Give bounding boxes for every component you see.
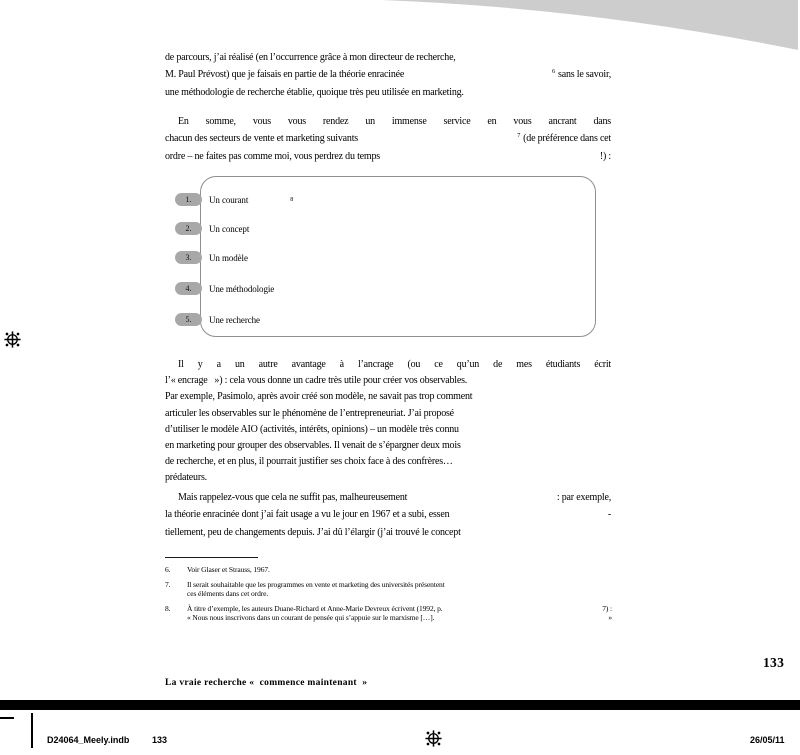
list-item — [185, 282, 275, 295]
line-text: de parcours, j’ai réalisé (en l’occurrence grâce à mon directeur de recherche, — [165, 52, 456, 63]
line-text: !) : — [599, 150, 611, 162]
text-line — [165, 524, 611, 541]
footnote-number: 8. — [165, 603, 171, 613]
indesign-file-page: 133 — [152, 735, 168, 745]
line-text: : par exemple, — [556, 492, 611, 503]
text-line — [165, 438, 611, 454]
list-item — [185, 313, 260, 326]
text-line — [187, 604, 612, 614]
list-item — [185, 251, 248, 264]
line-text: Il y a un autre avantage à l’ancrage (ou ce qu’un de mes étudiants écrit — [178, 359, 611, 370]
text-line: Voir Glaser et Strauss, 1967. — [187, 565, 270, 574]
text-line — [165, 84, 611, 101]
running-footer-title: La vraie recherche « commence maintenant » — [165, 678, 368, 688]
anchoring-list-box — [185, 176, 596, 337]
registration-mark-icon — [3, 330, 22, 349]
footnote-8 — [165, 604, 612, 623]
list-item-label: Un concept — [209, 223, 250, 234]
list-item-label: Un modèle — [209, 252, 248, 263]
text-line: Il serait souhaitable que les programmes en vente et marketing des universités présentent — [187, 579, 445, 589]
footnote-text — [187, 565, 612, 575]
line-text: d’utiliser le modèle AIO (activités, intérêts, opinions) – un modèle très connu — [165, 423, 459, 435]
footnote-text — [187, 580, 612, 599]
line-right: » — [608, 613, 612, 623]
list-number-pill — [175, 193, 202, 206]
text-line — [165, 422, 611, 438]
text-line — [165, 454, 611, 470]
text-line — [165, 389, 611, 405]
text-line — [165, 470, 611, 486]
footnote-7 — [165, 580, 612, 599]
line-text: M. Paul Prévost) que je faisais en partie de la théorie enracinée — [165, 69, 405, 81]
list-number: 5. — [185, 315, 192, 324]
text-line: ces éléments dans cet ordre. — [187, 589, 269, 599]
list-number-pill — [175, 222, 202, 235]
line-text: prédateurs. — [165, 472, 207, 484]
paragraph-3 — [165, 357, 611, 487]
page-number: 133 — [763, 655, 785, 670]
text-line — [187, 613, 612, 623]
list-item-label: Une méthodologie — [209, 283, 275, 294]
list-number: 2. — [185, 224, 192, 233]
list-number: 1. — [185, 195, 192, 204]
footnote-ref-6: 6 — [551, 68, 556, 76]
footnote-6 — [165, 565, 612, 575]
line-text: ordre – ne faites pas comme moi, vous perdrez du temps — [165, 150, 380, 162]
line-text: « Nous nous inscrivons dans un courant de pensée qui s’appuie sur le marxisme […]. — [187, 613, 435, 623]
text-line — [165, 148, 611, 165]
list-number-pill — [175, 313, 202, 326]
list-item — [185, 222, 250, 235]
footnote-number: 7. — [165, 579, 171, 589]
registration-mark-icon — [424, 729, 443, 748]
list-item-label: Une recherche — [209, 314, 260, 325]
text-line — [165, 113, 611, 130]
line-text: - — [607, 509, 611, 521]
line-text: En somme, vous vous rendez un immense service en vous ancrant dans — [178, 116, 611, 127]
footnote-text — [187, 604, 612, 623]
line-text: en marketing pour grouper des observables. Il venait de s’épargner deux mois — [165, 440, 461, 452]
line-right: 7) : — [602, 603, 612, 613]
printer-info-row — [0, 735, 800, 751]
line-text: l’« encrage ») : cela vous donne un cadre très utile pour créer vos observables. — [165, 375, 468, 387]
line-text: Par exemple, Pasimolo, après avoir créé son modèle, ne savait pas trop comment — [165, 391, 473, 403]
text-line — [165, 406, 611, 422]
paragraph-1 — [165, 49, 611, 101]
list-number: 3. — [185, 253, 192, 262]
text-line — [165, 506, 611, 523]
line-right — [557, 489, 611, 506]
footnote-number: 6. — [165, 565, 171, 574]
footnote-divider — [165, 557, 258, 558]
line-text: tiellement, peu de changements depuis. J’ai dû l’élargir (j’ai trouvé le concept — [165, 526, 461, 538]
text-line — [165, 357, 611, 373]
line-text: chacun des secteurs de vente et marketing suivants — [165, 133, 358, 145]
line-text: une méthodologie de recherche établie, quoique très peu utilisée en marketing. — [165, 86, 464, 98]
indesign-file-label: D24064_Meely.indb — [47, 735, 130, 745]
list-item: 1. Un courant 8 — [201, 193, 293, 206]
text-line — [165, 49, 611, 66]
crop-mark-horizontal — [0, 717, 14, 719]
line-right — [552, 66, 611, 83]
text-line — [165, 489, 611, 506]
line-right — [517, 130, 611, 147]
line-text: sans le savoir, — [558, 69, 611, 81]
list-number-pill — [175, 282, 202, 295]
text-line — [165, 130, 611, 147]
list-number: 4. — [185, 284, 192, 293]
list-item-label: Un courant — [209, 194, 249, 205]
text-line — [165, 373, 611, 389]
footnote-ref-7: 7 — [517, 132, 521, 140]
text-line — [165, 66, 611, 83]
line-right — [600, 148, 611, 165]
paragraph-4 — [165, 489, 611, 541]
print-date: 26/05/11 — [750, 735, 785, 745]
line-text: Mais rappelez-vous que cela ne suffit pas, malheureusement — [178, 492, 408, 503]
line-text: (de préférence dans cet — [523, 133, 611, 145]
corner-wedge-graphic — [381, 0, 800, 52]
printer-separator-bar — [0, 700, 800, 710]
line-text: À titre d’exemple, les auteurs Duane-Richard et Anne-Marie Devreux écrivent (1992, p. — [187, 603, 443, 613]
paragraph-2 — [165, 113, 611, 165]
list-number-pill — [175, 251, 202, 264]
line-right — [608, 506, 611, 523]
line-text: articuler les observables sur le phénomène de l’entrepreneuriat. J’ai proposé — [165, 407, 454, 419]
line-text: de recherche, et en plus, il pourrait justifier ses choix face à des confrères… — [165, 456, 453, 468]
footnotes — [165, 565, 612, 628]
line-text: la théorie enracinée dont j’ai fait usage a vu le jour en 1967 et a subi, essen — [165, 509, 450, 521]
